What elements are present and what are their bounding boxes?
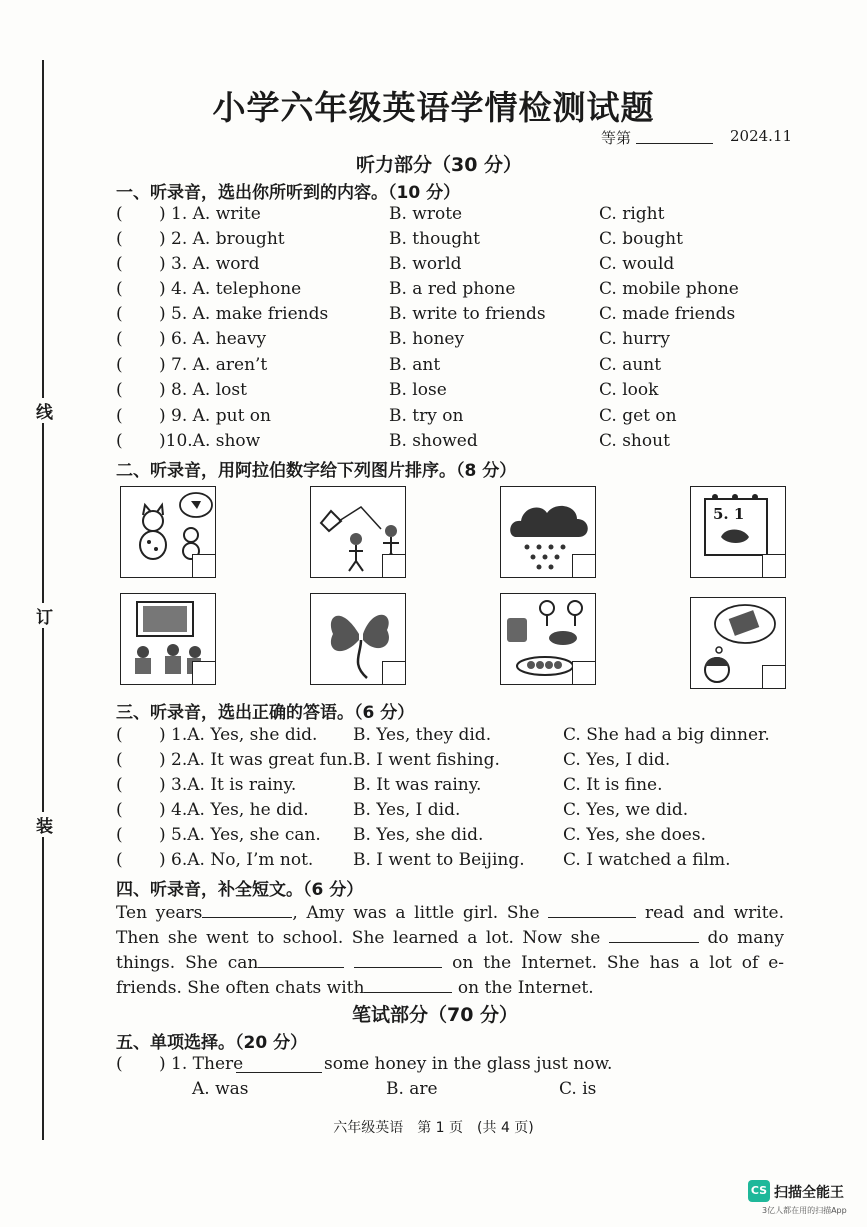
list-item: A. was B. are C. is	[192, 1079, 597, 1099]
list-item: ( ) 2.A. It was great fun. B. I went fishing. C. Yes, I did.	[116, 750, 671, 770]
picture-kite-flying	[310, 486, 406, 578]
list-item: ( ) 6. A. heavy B. honey C. hurry	[116, 329, 670, 349]
blank-field[interactable]	[609, 926, 699, 943]
part3-heading: 三、听录音，选出正确的答语。（6 分）	[116, 703, 415, 723]
grade-label: 等第	[601, 129, 632, 147]
list-item: ( ) 1. There some honey in the glass just now.	[116, 1054, 613, 1074]
side-label-line: 线	[36, 398, 52, 423]
order-answer-box[interactable]	[382, 554, 406, 578]
list-item: ( ) 3. A. word B. world C. would	[116, 254, 675, 274]
list-item: ( ) 5.A. Yes, she can. B. Yes, she did. C. Yes, she does.	[116, 825, 706, 845]
list-item: ( ) 6.A. No, I’m not. B. I went to Beijing. C. I watched a film.	[116, 850, 731, 870]
binding-line	[42, 60, 44, 1140]
picture-thinking-boy	[690, 597, 786, 689]
list-item: ( ) 9. A. put on B. try on C. get on	[116, 406, 677, 426]
blank-field[interactable]	[354, 951, 442, 968]
list-item: ( ) 4.A. Yes, he did. B. Yes, I did. C. Yes, we did.	[116, 800, 689, 820]
picture-cats	[120, 486, 216, 578]
picture-butterfly-kite	[310, 593, 406, 685]
order-answer-box[interactable]	[192, 554, 216, 578]
list-item: ( ) 1.A. Yes, she did. B. Yes, they did. C. She had a big dinner.	[116, 725, 770, 745]
part2-heading: 二、听录音，用阿拉伯数字给下列图片排序。（8 分）	[116, 461, 517, 481]
blank-field[interactable]	[364, 976, 452, 993]
exam-date: 2024.11	[730, 127, 793, 145]
part5-heading: 五、单项选择。（20 分）	[116, 1033, 308, 1053]
scanner-tagline: 3亿人都在用的扫描App	[762, 1206, 847, 1215]
order-answer-box[interactable]	[572, 661, 596, 685]
grade-blank	[636, 143, 713, 144]
scanner-name: 扫描全能王	[774, 1185, 844, 1201]
picture-food	[500, 593, 596, 685]
picture-calendar	[690, 486, 786, 578]
list-item: ( ) 2. A. brought B. thought C. bought	[116, 229, 683, 249]
cloze-paragraph: Ten years , Amy was a little girl. She read and write. Then she went to school. She learned a lot. Now she do many things. She can on the Internet. She has a lot of e-friends. She often chats with on the Internet.	[116, 903, 785, 998]
blank-field[interactable]	[202, 901, 292, 918]
list-item: ( ) 4. A. telephone B. a red phone C. mobile phone	[116, 279, 739, 299]
blank-field[interactable]	[548, 901, 636, 918]
list-item: ( ) 3.A. It is rainy. B. It was rainy. C. It is fine.	[116, 775, 663, 795]
picture-tv-watching	[120, 593, 216, 685]
page-title: 小学六年级英语学情检测试题	[212, 88, 655, 127]
picture-rain	[500, 486, 596, 578]
list-item: ( ) 1. A. write B. wrote C. right	[116, 204, 665, 224]
calendar-date: 5. 1	[713, 505, 745, 523]
list-item: ( )10.A. show B. showed C. shout	[116, 431, 670, 451]
order-answer-box[interactable]	[762, 665, 786, 689]
list-item: ( ) 7. A. aren’t B. ant C. aunt	[116, 355, 662, 375]
part1-heading: 一、听录音，选出你所听到的内容。（10 分）	[116, 183, 461, 203]
page-footer: 六年级英语 第 1 页 (共 4 页)	[333, 1120, 534, 1136]
list-item: ( ) 8. A. lost B. lose C. look	[116, 380, 659, 400]
order-answer-box[interactable]	[382, 661, 406, 685]
part4-heading: 四、听录音，补全短文。（6 分）	[116, 880, 364, 900]
side-label-bind: 装	[36, 812, 52, 837]
order-answer-box[interactable]	[572, 554, 596, 578]
blank-field[interactable]	[258, 951, 344, 968]
side-label-cut: 订	[36, 603, 52, 628]
blank-field[interactable]	[236, 1056, 322, 1073]
written-section-title: 笔试部分（70 分）	[352, 1004, 519, 1026]
list-item: ( ) 5. A. make friends B. write to friends C. made friends	[116, 304, 736, 324]
order-answer-box[interactable]	[762, 554, 786, 578]
scanner-logo-icon: CS	[748, 1180, 770, 1202]
listening-section-title: 听力部分（30 分）	[356, 154, 523, 176]
order-answer-box[interactable]	[192, 661, 216, 685]
